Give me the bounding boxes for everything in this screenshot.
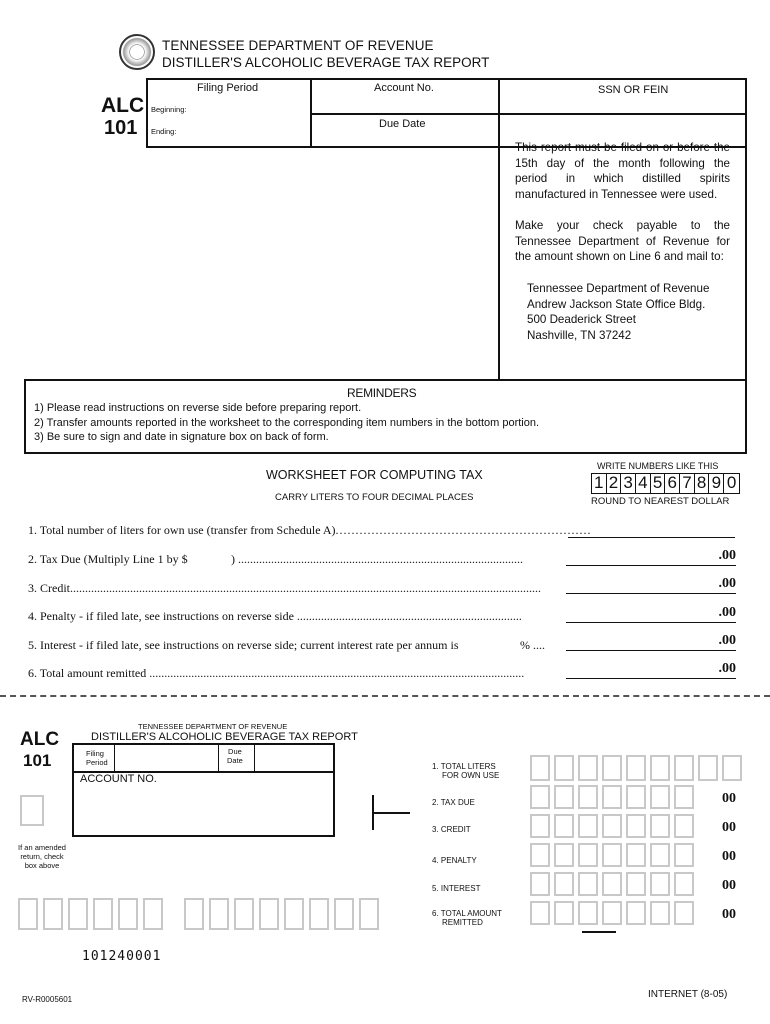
worksheet-title: WORKSHEET FOR COMPUTING TAX bbox=[266, 468, 483, 482]
reminder-item: 3) Be sure to sign and date in signature box on back of form. bbox=[34, 431, 329, 443]
stub-item-1-line1: 1. TOTAL LITERS bbox=[432, 762, 496, 771]
line-2-label: 2. Tax Due (Multiply Line 1 by $ bbox=[28, 552, 188, 566]
scan-box[interactable] bbox=[234, 898, 254, 930]
reminders-title: REMINDERS bbox=[347, 386, 417, 400]
sample-digit: 0 bbox=[726, 473, 737, 492]
digit-box[interactable] bbox=[554, 843, 574, 867]
stub-item-1-label bbox=[432, 762, 499, 780]
digit-box[interactable] bbox=[578, 785, 598, 809]
digit-box[interactable] bbox=[530, 814, 550, 838]
sample-digit: 4 bbox=[636, 474, 651, 493]
stub-item-5-cents: 00 bbox=[722, 878, 736, 893]
digit-box[interactable] bbox=[674, 843, 694, 867]
reminders-list bbox=[34, 401, 539, 445]
stub-item-6-line2: REMITTED bbox=[442, 918, 483, 927]
digit-box[interactable] bbox=[578, 755, 598, 781]
reminder-item: 2) Transfer amounts reported in the worksheet to the corresponding item numbers in the bottom portion. bbox=[34, 416, 540, 429]
digit-box[interactable] bbox=[554, 901, 574, 925]
due-date-label: Due Date bbox=[379, 118, 426, 130]
sample-digit: 5 bbox=[651, 474, 666, 493]
stub-amount-grid bbox=[530, 752, 750, 932]
stub-period-word: Period bbox=[86, 758, 108, 767]
sample-digits bbox=[591, 473, 740, 494]
tear-off-line bbox=[0, 695, 770, 697]
digit-box[interactable] bbox=[722, 755, 742, 781]
leader-dots: ........................................................................... bbox=[293, 609, 522, 623]
stub-item-1-line2: FOR OWN USE bbox=[442, 771, 500, 780]
scan-box[interactable] bbox=[209, 898, 229, 930]
form-id: RV-R0005601 bbox=[22, 995, 73, 1004]
sample-digit: 2 bbox=[607, 474, 622, 493]
leader-dots: ............................................................................................... bbox=[235, 552, 523, 566]
digit-box[interactable] bbox=[530, 785, 550, 809]
digit-box[interactable] bbox=[674, 785, 694, 809]
line-1-answer[interactable] bbox=[568, 522, 735, 538]
line-3-label: 3. Credit bbox=[28, 581, 70, 595]
sample-digit: 8 bbox=[695, 474, 710, 493]
account-due-divider bbox=[310, 113, 498, 115]
write-numbers-label: WRITE NUMBERS LIKE THIS bbox=[597, 461, 719, 471]
stub-form-code: ALC bbox=[20, 729, 60, 750]
scan-box[interactable] bbox=[68, 898, 88, 930]
scan-box[interactable] bbox=[143, 898, 163, 930]
bracket-mark-horizontal bbox=[372, 812, 410, 814]
scan-box[interactable] bbox=[43, 898, 63, 930]
stub-account-no-label: ACCOUNT NO. bbox=[80, 773, 157, 785]
stub-due-word: Due bbox=[228, 747, 242, 756]
stub-filing-word: Filing bbox=[86, 749, 104, 758]
line-4-answer[interactable]: .00 bbox=[566, 605, 736, 623]
digit-box[interactable] bbox=[650, 843, 670, 867]
line-1-label: 1. Total number of liters for own use (transfer from Schedule A) bbox=[28, 523, 336, 537]
account-no-label: Account No. bbox=[374, 82, 434, 94]
digit-box[interactable] bbox=[578, 843, 598, 867]
instructions-left-border bbox=[498, 146, 500, 379]
worksheet-line-4 bbox=[28, 609, 522, 624]
reminder-item: 1) Please read instructions on reverse side before preparing report. bbox=[34, 402, 362, 414]
worksheet-line-6 bbox=[28, 666, 524, 681]
round-label: ROUND TO NEAREST DOLLAR bbox=[591, 496, 730, 507]
internet-version: INTERNET (8-05) bbox=[648, 989, 728, 1000]
stub-due-date-label bbox=[227, 747, 243, 765]
scan-box[interactable] bbox=[18, 898, 38, 930]
digit-box[interactable] bbox=[602, 814, 622, 838]
scan-box[interactable] bbox=[334, 898, 354, 930]
line-5-label: 5. Interest - if filed late, see instructions on reverse side; current interest rate per annum is bbox=[28, 638, 459, 652]
digit-box[interactable] bbox=[626, 785, 646, 809]
leader-dots: ............................................................................................................................................................. bbox=[70, 581, 541, 595]
scan-number: 101240001 bbox=[82, 949, 162, 964]
digit-box[interactable] bbox=[626, 901, 646, 925]
underline-mark bbox=[582, 931, 616, 933]
sample-digit: 7 bbox=[680, 474, 695, 493]
digit-box[interactable] bbox=[554, 785, 574, 809]
sample-digit: 9 bbox=[710, 474, 725, 493]
ssn-fein-label: SSN OR FEIN bbox=[598, 84, 669, 96]
tax-rate-field[interactable] bbox=[214, 552, 232, 566]
amended-checkbox[interactable] bbox=[20, 795, 44, 826]
due-date-field[interactable] bbox=[314, 131, 494, 144]
stub-form-number: 101 bbox=[23, 751, 52, 770]
filing-period-left-border bbox=[146, 78, 148, 148]
account-no-field[interactable] bbox=[314, 96, 494, 111]
digit-box[interactable] bbox=[554, 872, 574, 896]
scan-box[interactable] bbox=[284, 898, 304, 930]
form-title: DISTILLER'S ALCOHOLIC BEVERAGE TAX REPORT bbox=[162, 55, 490, 70]
digit-box[interactable] bbox=[674, 755, 694, 781]
digit-box[interactable] bbox=[650, 814, 670, 838]
digit-box[interactable] bbox=[602, 785, 622, 809]
sample-digit: 3 bbox=[621, 474, 636, 493]
address-line: Tennessee Department of Revenue bbox=[527, 282, 710, 295]
digit-box[interactable] bbox=[674, 814, 694, 838]
stub-item-3-label: 3. CREDIT bbox=[432, 825, 471, 834]
stub-date-word: Date bbox=[227, 756, 243, 765]
stub-due-date-field[interactable] bbox=[256, 744, 333, 770]
digit-box[interactable] bbox=[602, 901, 622, 925]
filing-instructions: This report must be filed on or before the 15th day of the month following the period in which distilled spirits manufactured in Tennessee were used. bbox=[515, 141, 730, 201]
payment-instructions: Make your check payable to the Tennessee Department of Revenue for the amount shown on Line 6 and mail to: bbox=[515, 219, 730, 263]
department-name: TENNESSEE DEPARTMENT OF REVENUE bbox=[162, 38, 434, 53]
worksheet-line-2 bbox=[28, 552, 188, 567]
leader-dots: ................................................................ bbox=[335, 523, 592, 537]
digit-box[interactable] bbox=[602, 872, 622, 896]
worksheet-line-5 bbox=[28, 638, 459, 653]
amended-note: If an amended return, check box above bbox=[18, 843, 66, 870]
line-3-answer[interactable]: .00 bbox=[566, 576, 736, 594]
digit-box[interactable] bbox=[578, 901, 598, 925]
digit-box[interactable] bbox=[650, 785, 670, 809]
digit-box[interactable] bbox=[674, 901, 694, 925]
worksheet-line-1 bbox=[28, 523, 592, 538]
form-code: ALC bbox=[101, 94, 145, 117]
sample-digit: 6 bbox=[666, 474, 681, 493]
scan-box[interactable] bbox=[184, 898, 204, 930]
filing-period-field[interactable] bbox=[150, 90, 306, 144]
digit-box[interactable] bbox=[698, 755, 718, 781]
scan-line-boxes bbox=[18, 898, 378, 932]
digit-box[interactable] bbox=[530, 872, 550, 896]
line-5-percent: % .... bbox=[520, 638, 545, 652]
stub-item-6-cents: 00 bbox=[722, 907, 736, 922]
digit-box[interactable] bbox=[674, 872, 694, 896]
stub-item-4-cents: 00 bbox=[722, 849, 736, 864]
stub-item-2-label: 2. TAX DUE bbox=[432, 798, 475, 807]
digit-box[interactable] bbox=[602, 843, 622, 867]
digit-box[interactable] bbox=[530, 755, 550, 781]
scan-box[interactable] bbox=[118, 898, 138, 930]
worksheet-subtitle: CARRY LITERS TO FOUR DECIMAL PLACES bbox=[275, 492, 474, 503]
worksheet-line-2b bbox=[231, 552, 523, 567]
line-6-answer[interactable]: .00 bbox=[566, 661, 736, 679]
stub-due-border-right bbox=[254, 743, 255, 772]
stub-item-2-cents: 00 bbox=[722, 791, 736, 806]
worksheet-line-3 bbox=[28, 581, 541, 596]
ssn-divider bbox=[498, 113, 746, 115]
line-5-answer[interactable]: .00 bbox=[566, 633, 736, 651]
digit-box[interactable] bbox=[578, 814, 598, 838]
worksheet-line-5b bbox=[520, 638, 545, 653]
stub-filing-period-field[interactable] bbox=[115, 744, 217, 770]
digit-box[interactable] bbox=[626, 872, 646, 896]
line-2-answer[interactable]: .00 bbox=[566, 548, 736, 566]
digit-box[interactable] bbox=[650, 755, 670, 781]
filing-period-label: Filing Period bbox=[197, 82, 259, 94]
ssn-fein-field[interactable] bbox=[502, 98, 742, 111]
address-line: 500 Deaderick Street bbox=[527, 313, 636, 326]
digit-box[interactable] bbox=[602, 755, 622, 781]
mailing-address bbox=[527, 281, 709, 343]
stub-title: DISTILLER'S ALCOHOLIC BEVERAGE TAX REPORT bbox=[91, 731, 358, 743]
digit-box[interactable] bbox=[530, 843, 550, 867]
line-4-label: 4. Penalty - if filed late, see instructions on reverse side bbox=[28, 609, 294, 623]
digit-box[interactable] bbox=[554, 814, 574, 838]
digit-box[interactable] bbox=[626, 843, 646, 867]
stub-item-5-label: 5. INTEREST bbox=[432, 884, 481, 893]
scan-box[interactable] bbox=[309, 898, 329, 930]
stub-item-4-label: 4. PENALTY bbox=[432, 856, 477, 865]
stub-item-6-label bbox=[432, 909, 502, 927]
line-2-close: ) bbox=[231, 552, 235, 566]
stub-due-border-left bbox=[218, 743, 219, 772]
stub-department: TENNESSEE DEPARTMENT OF REVENUE bbox=[138, 722, 288, 731]
form-number: 101 bbox=[104, 117, 138, 139]
leader-dots: ............................................................................................................................. bbox=[146, 666, 525, 680]
scan-box[interactable] bbox=[93, 898, 113, 930]
stub-item-6-line1: 6. TOTAL AMOUNT bbox=[432, 909, 502, 918]
digit-box[interactable] bbox=[578, 872, 598, 896]
line-6-label: 6. Total amount remitted bbox=[28, 666, 147, 680]
stub-item-3-cents: 00 bbox=[722, 820, 736, 835]
digit-box[interactable] bbox=[626, 814, 646, 838]
digit-box[interactable] bbox=[650, 872, 670, 896]
sample-digit: 1 bbox=[592, 474, 607, 493]
state-seal-icon bbox=[119, 34, 155, 70]
digit-box[interactable] bbox=[650, 901, 670, 925]
stub-filing-period-label bbox=[86, 749, 108, 767]
digit-box[interactable] bbox=[626, 755, 646, 781]
digit-box[interactable] bbox=[554, 755, 574, 781]
ending-label: Ending: bbox=[151, 127, 177, 136]
address-line: Nashville, TN 37242 bbox=[527, 328, 632, 342]
scan-box[interactable] bbox=[259, 898, 279, 930]
scan-box[interactable] bbox=[359, 898, 379, 930]
beginning-label: Beginning: bbox=[151, 105, 187, 114]
interest-rate-field[interactable] bbox=[482, 638, 518, 652]
stub-account-no-field[interactable] bbox=[74, 787, 333, 835]
address-line: Andrew Jackson State Office Bldg. bbox=[527, 297, 706, 311]
digit-box[interactable] bbox=[530, 901, 550, 925]
